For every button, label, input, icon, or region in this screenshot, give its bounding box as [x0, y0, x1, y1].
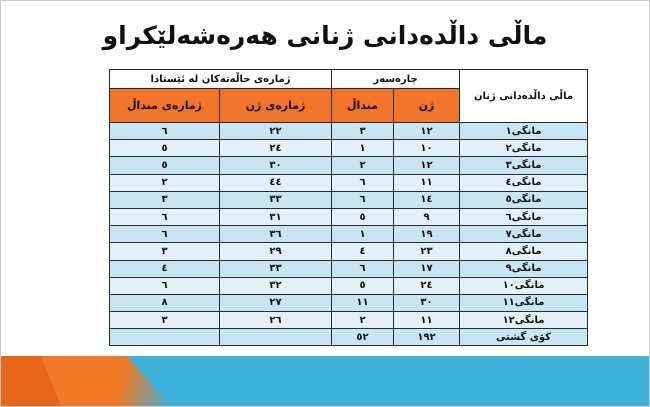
header-children-count: ژمارەی منداڵ — [110, 89, 220, 123]
total-women-count — [220, 329, 332, 346]
table-row — [110, 294, 588, 311]
cell-children: ٢ — [332, 312, 394, 329]
table-row — [110, 260, 588, 277]
cell-children: ١ — [332, 226, 394, 243]
cell-women: ١٤ — [394, 191, 460, 208]
cell-children-count: ٨ — [110, 294, 220, 311]
table-row — [110, 123, 588, 140]
cell-children-count: ٣ — [110, 243, 220, 260]
cell-women: ١٢ — [394, 157, 460, 174]
cell-children: ٢ — [332, 157, 394, 174]
slide-title: ماڵی داڵدەدانی ژنانی هەرەشەلێکراو — [102, 21, 548, 50]
header-group-refuge: چارەسەر — [332, 70, 460, 89]
cell-month: مانگی١٢ — [460, 312, 588, 329]
table-row — [110, 140, 588, 157]
table-row-total — [110, 329, 588, 346]
total-women: ١٩٢ — [394, 329, 460, 346]
header-children: منداڵ — [332, 89, 394, 123]
cell-women-count: ٣٦ — [220, 226, 332, 243]
table-row — [110, 312, 588, 329]
header-shelter-month: ماڵی داڵدەدانی ژنان — [460, 70, 588, 123]
cell-women: ٣٠ — [394, 294, 460, 311]
cell-women: ١١ — [394, 312, 460, 329]
header-women-count: ژمارەی ژن — [220, 89, 332, 123]
cell-children: ٦ — [332, 191, 394, 208]
cell-children: ١ — [332, 140, 394, 157]
cell-women: ١٩ — [394, 226, 460, 243]
cell-women-count: ٢٧ — [220, 294, 332, 311]
cell-women-count: ٢٩ — [220, 243, 332, 260]
cell-children: ٣ — [332, 123, 394, 140]
cell-women-count: ٣٣ — [220, 191, 332, 208]
total-children-count — [110, 329, 220, 346]
cell-women: ١٧ — [394, 260, 460, 277]
total-children: ٥٢ — [332, 329, 394, 346]
cell-children: ٦ — [332, 174, 394, 191]
cell-women: ١٢ — [394, 123, 460, 140]
table-row — [110, 277, 588, 294]
cell-month: مانگی٩ — [460, 260, 588, 277]
table-row — [110, 226, 588, 243]
cell-women-count: ٣٣ — [220, 260, 332, 277]
cell-month: مانگی١ — [460, 123, 588, 140]
cell-women-count: ٣٢ — [220, 277, 332, 294]
cell-women: ٩ — [394, 208, 460, 225]
cell-month: مانگی٥ — [460, 191, 588, 208]
cell-women: ١١ — [394, 174, 460, 191]
cell-women-count: ٣٠ — [220, 157, 332, 174]
cell-children: ٤ — [332, 243, 394, 260]
cell-women: ١٠ — [394, 140, 460, 157]
table-row — [110, 191, 588, 208]
cell-month: مانگی٧ — [460, 226, 588, 243]
table-row — [110, 208, 588, 225]
cell-month: مانگی٣ — [460, 157, 588, 174]
cell-women: ٢٣ — [394, 243, 460, 260]
cell-women-count: ٢٤ — [220, 140, 332, 157]
cell-month: مانگی٤ — [460, 174, 588, 191]
cell-women-count: ٢٢ — [220, 123, 332, 140]
cell-children-count: ٣ — [110, 312, 220, 329]
cell-month: مانگی٢ — [460, 140, 588, 157]
cell-month: مانگی١٠ — [460, 277, 588, 294]
cell-month: مانگی٦ — [460, 208, 588, 225]
cell-children: ٦ — [332, 260, 394, 277]
cell-children-count: ٦ — [110, 208, 220, 225]
cell-women-count: ٤٤ — [220, 174, 332, 191]
cell-children-count: ٥ — [110, 157, 220, 174]
cell-children-count: ٥ — [110, 140, 220, 157]
cell-children-count: ٤ — [110, 260, 220, 277]
cell-children-count: ٦ — [110, 226, 220, 243]
table-row — [110, 243, 588, 260]
cell-children: ١١ — [332, 294, 394, 311]
cell-month: مانگی١١ — [460, 294, 588, 311]
cell-children-count: ٦ — [110, 123, 220, 140]
header-group-current-cases: ژمارەی حاڵەتەکان لە ئێستادا — [110, 70, 332, 89]
cell-children: ٥ — [332, 208, 394, 225]
cell-women: ٢٤ — [394, 277, 460, 294]
cell-children-count: ٦ — [110, 277, 220, 294]
cell-women-count: ٢٦ — [220, 312, 332, 329]
total-label: کۆی گشتی — [460, 329, 588, 346]
cell-month: مانگی٨ — [460, 243, 588, 260]
cell-children-count: ٢ — [110, 174, 220, 191]
header-women: ژن — [394, 89, 460, 123]
table-row — [110, 174, 588, 191]
refuge-statistics-table — [109, 69, 588, 346]
table-header-row-groups — [110, 70, 588, 89]
table-body — [110, 123, 588, 329]
table-row — [110, 157, 588, 174]
cell-children-count: ٣ — [110, 191, 220, 208]
cell-women-count: ٣١ — [220, 208, 332, 225]
cell-children: ٥ — [332, 277, 394, 294]
